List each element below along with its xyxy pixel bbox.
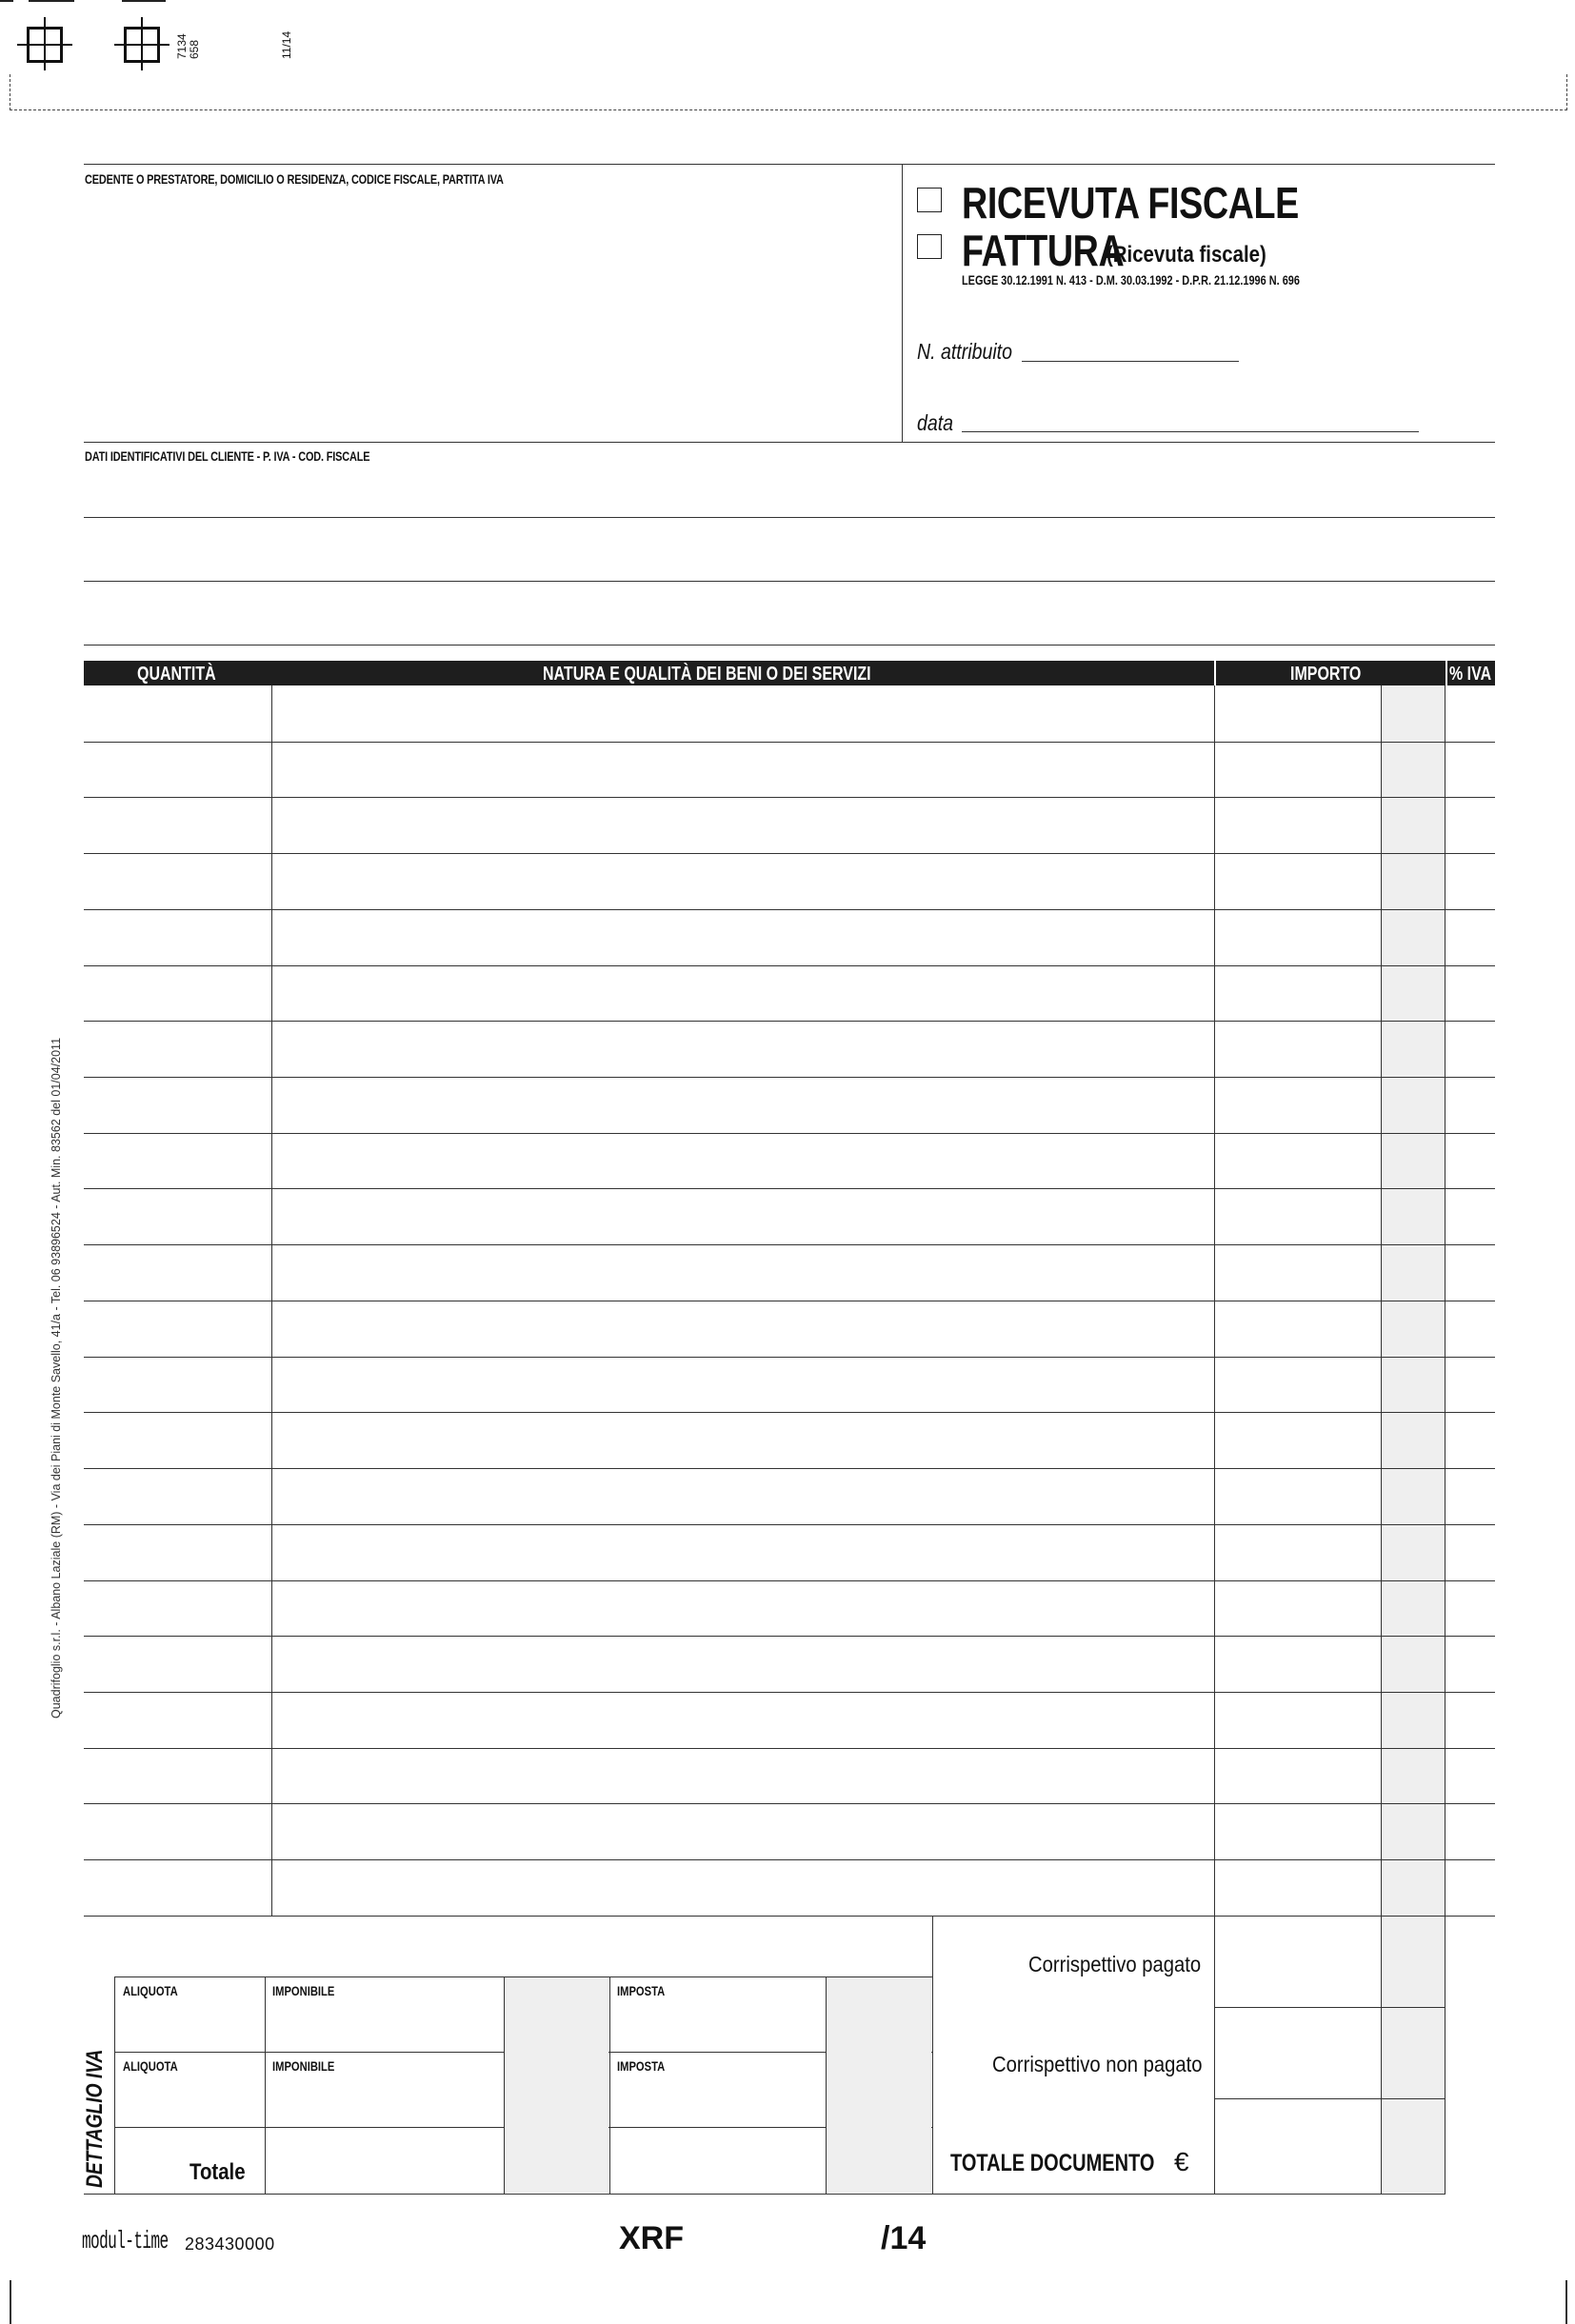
model-code: XRF: [619, 2220, 684, 2256]
vat-total-label: Totale: [189, 2159, 246, 2185]
vat-taxable-field-1[interactable]: [267, 1999, 503, 2051]
vat-taxable-label-1: IMPONIBILE: [272, 1983, 335, 1998]
table-row[interactable]: [84, 1692, 1495, 1749]
print-code-b: 658: [188, 39, 201, 59]
paid-amount-field[interactable]: [1216, 1917, 1380, 2006]
receipt-option-label: RICEVUTA FISCALE: [962, 178, 1299, 228]
vat-rate-field-1[interactable]: [116, 1999, 264, 2051]
vat-total-taxable-field[interactable]: [267, 2129, 503, 2192]
table-row[interactable]: [84, 685, 1495, 742]
vat-rate-field-2[interactable]: [116, 2075, 264, 2126]
number-label: N. attribuito: [917, 339, 1012, 364]
client-line-3[interactable]: [84, 645, 1495, 646]
vat-tax-field-2[interactable]: [611, 2075, 825, 2126]
table-row[interactable]: [84, 1077, 1495, 1134]
brand-logo: modul-time: [82, 2227, 169, 2255]
date-label: data: [917, 410, 954, 435]
document-total-label: TOTALE DOCUMENTO: [950, 2150, 1155, 2176]
vat-taxable-field-2[interactable]: [267, 2075, 503, 2126]
table-row[interactable]: [84, 909, 1495, 966]
vat-rate-label-1: ALIQUOTA: [123, 1983, 178, 1998]
edition-code: /14: [881, 2220, 927, 2256]
table-row[interactable]: [84, 1468, 1495, 1525]
client-line-2[interactable]: [84, 581, 1495, 582]
vat-tax-field-1[interactable]: [611, 1999, 825, 2051]
unpaid-amount-field[interactable]: [1216, 2009, 1380, 2097]
perforation-line: [10, 74, 1567, 110]
article-code: 283430000: [185, 2235, 275, 2254]
table-row[interactable]: [84, 1580, 1495, 1638]
vat-rate-label-2: ALIQUOTA: [123, 2058, 178, 2074]
client-line-1[interactable]: [84, 517, 1495, 518]
side-imprint: Quadrifoglio s.r.l. - Albano Laziale (RM) - Via dei Piani di Monte Savello, 41/a - Tel. 06 93896524 - Aut. Min. 83562 del 01/04/2011: [50, 1037, 63, 1718]
header-vat: % IVA: [1449, 664, 1492, 685]
law-reference: LEGGE 30.12.1991 N. 413 - D.M. 30.03.1992 - D.P.R. 21.12.1996 N. 696: [962, 272, 1300, 288]
table-row[interactable]: [84, 1412, 1495, 1469]
table-row[interactable]: [84, 1803, 1495, 1860]
table-row[interactable]: [84, 1636, 1495, 1693]
print-code: [176, 33, 201, 59]
table-row[interactable]: [84, 1859, 1495, 1917]
header-amount: IMPORTO: [1290, 664, 1362, 685]
table-row[interactable]: [84, 742, 1495, 799]
table-row[interactable]: [84, 1301, 1495, 1358]
vat-tax-label-2: IMPOSTA: [617, 2058, 666, 2074]
header-description: NATURA E QUALITÀ DEI BENI O DEI SERVIZI: [543, 664, 871, 685]
invoice-option-note: (Ricevuta fiscale): [1106, 242, 1266, 268]
totals-cents-column: [1382, 1917, 1445, 2193]
table-row[interactable]: [84, 1188, 1495, 1245]
date-field[interactable]: [962, 416, 1419, 432]
print-date-code: 11/14: [280, 30, 293, 59]
table-row[interactable]: [84, 965, 1495, 1023]
document-total-field[interactable]: [1216, 2100, 1380, 2193]
issuer-label: CEDENTE O PRESTATORE, DOMICILIO O RESIDENZA, CODICE FISCALE, PARTITA IVA: [85, 171, 504, 187]
table-row[interactable]: [84, 797, 1495, 854]
vat-tax-label-1: IMPOSTA: [617, 1983, 666, 1998]
table-row[interactable]: [84, 1133, 1495, 1190]
items-table: [84, 661, 1495, 1916]
table-row[interactable]: [84, 1021, 1495, 1078]
table-row[interactable]: [84, 853, 1495, 910]
invoice-checkbox[interactable]: [917, 234, 942, 259]
vat-total-tax-field[interactable]: [611, 2129, 825, 2192]
table-row[interactable]: [84, 1748, 1495, 1805]
receipt-checkbox[interactable]: [917, 188, 942, 212]
vat-detail-side-label: DETTAGLIO IVA: [82, 2049, 108, 2188]
paid-label: Corrispettivo pagato: [1028, 1952, 1202, 1976]
invoice-option-label: FATTURA: [962, 226, 1125, 275]
number-field[interactable]: [1022, 346, 1239, 362]
vat-taxable-label-2: IMPONIBILE: [272, 2058, 335, 2074]
euro-symbol: €: [1174, 2147, 1189, 2176]
table-row[interactable]: [84, 1524, 1495, 1581]
issuer-area[interactable]: [84, 195, 898, 438]
unpaid-label: Corrispettivo non pagato: [992, 2052, 1203, 2076]
bottom-crop-marks: [0, 2280, 1575, 2324]
client-label: DATI IDENTIFICATIVI DEL CLIENTE - P. IVA - COD. FISCALE: [85, 448, 370, 464]
table-row[interactable]: [84, 1357, 1495, 1414]
table-row[interactable]: [84, 1244, 1495, 1301]
header-quantity: QUANTITÀ: [137, 664, 216, 685]
print-code-a: 7134: [175, 33, 189, 59]
